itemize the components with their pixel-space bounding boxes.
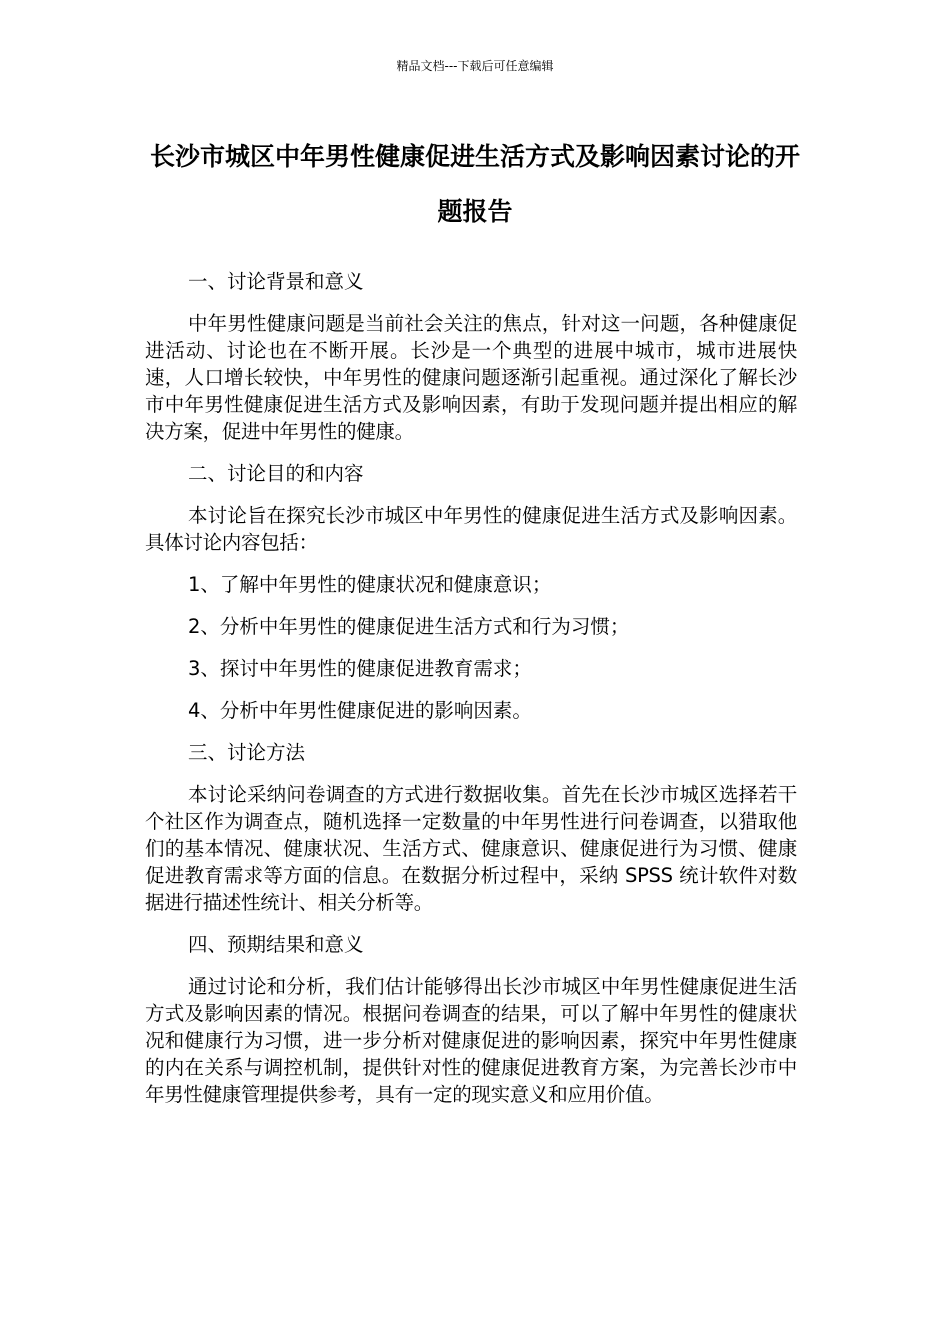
document-body bbox=[145, 268, 797, 1123]
paragraph-method: 本讨论采纳问卷调查的方式进行数据收集。首先在长沙市城区选择若干个社区作为调查点，随机选择一定数量的中年男性进行问卷调查，以猎取他们的基本情况、健康状况、生活方式、健康意识、健康促进行为习惯、健康促进教育需求等方面的信息。在数据分析过程中，采纳 SPSS 统计软件对数据进行描述性统计、相关分析等。 bbox=[145, 783, 797, 914]
document-title: 长沙市城区中年男性健康促进生活方式及影响因素讨论的开题报告 bbox=[149, 142, 800, 226]
section-heading-method: 三、讨论方法 bbox=[188, 741, 306, 764]
list-item: 1、了解中年男性的健康状况和健康意识； bbox=[188, 573, 552, 596]
paragraph-results: 通过讨论和分析，我们估计能够得出长沙市城区中年男性健康促进生活方式及影响因素的情况。根据问卷调查的结果，可以了解中年男性的健康状况和健康行为习惯，进一步分析对健康促进的影响因素，探究中年男性健康的内在关系与调控机制，提供针对性的健康促进教育方案，为完善长沙市中年男性健康管理提供参考，具有一定的现实意义和应用价值。 bbox=[145, 975, 797, 1106]
list-item: 3、探讨中年男性的健康促进教育需求； bbox=[188, 657, 532, 680]
section-heading-results: 四、预期结果和意义 bbox=[188, 933, 364, 956]
section-heading-background: 一、讨论背景和意义 bbox=[188, 270, 364, 293]
list-item: 2、分析中年男性的健康促进生活方式和行为习惯； bbox=[188, 615, 630, 638]
section-heading-purpose: 二、讨论目的和内容 bbox=[188, 462, 364, 485]
paragraph-purpose: 本讨论旨在探究长沙市城区中年男性的健康促进生活方式及影响因素。具体讨论内容包括： bbox=[145, 504, 797, 554]
header-note: 精品文档---下载后可任意编辑 bbox=[396, 59, 554, 73]
paragraph-background: 中年男性健康问题是当前社会关注的焦点，针对这一问题，各种健康促进活动、讨论也在不断开展。长沙是一个典型的进展中城市，城市进展快速，人口增长较快，中年男性的健康问题逐渐引起重视。通过深化了解长沙市中年男性健康促进生活方式及影响因素，有助于发现问题并提出相应的解决方案，促进中年男性的健康。 bbox=[145, 312, 797, 443]
list-item: 4、分析中年男性健康促进的影响因素。 bbox=[188, 699, 532, 722]
